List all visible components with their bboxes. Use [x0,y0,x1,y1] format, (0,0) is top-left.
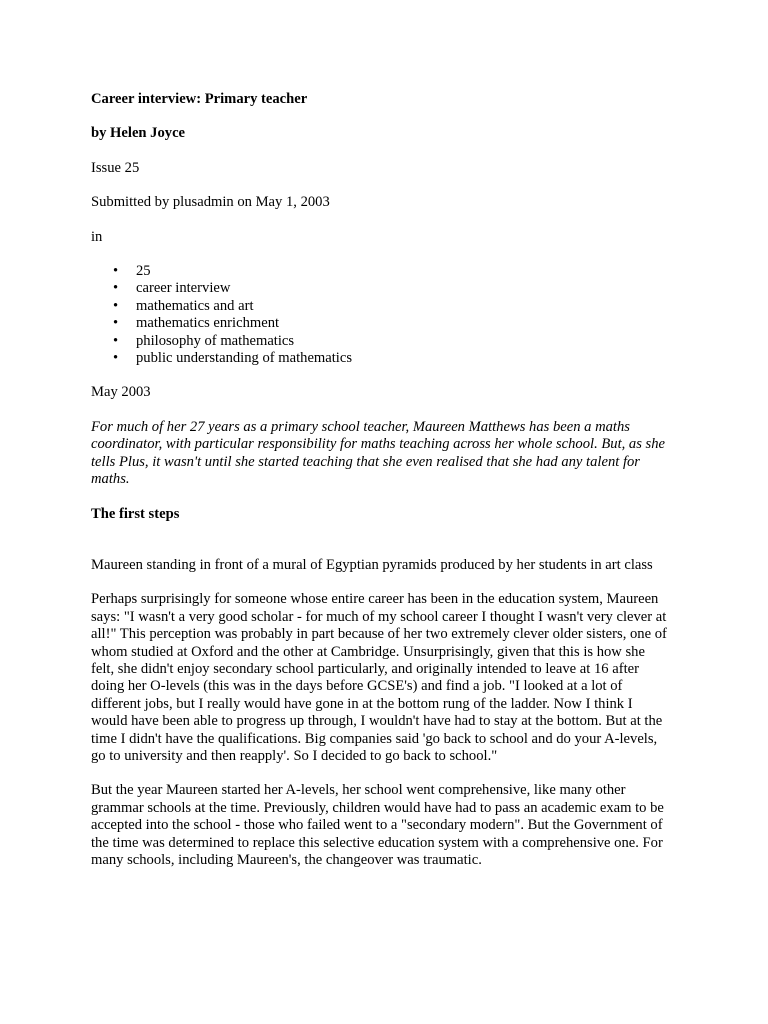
bullet-icon: • [113,297,119,314]
tag-item[interactable] [91,263,671,280]
tag-label[interactable]: career interview [136,280,231,297]
tag-list [91,263,671,367]
body-paragraph: Perhaps surprisingly for someone whose entire career has been in the education system, Maureen says: "I wasn't a very good scholar - for much of my school career I thought I wasn't very clever at all!" This perception was probably in part because of her two extremely clever older sisters, one of whom studied at Oxford and the other at Cambridge. Unsurprisingly, given that this is how she felt, she didn't enjoy secondary school particularly, and originally intended to leave at 16 after doing her O-levels (this was in the days before GCSE's) and find a job. "I looked at a lot of different jobs, but I really would have gone in at the bottom rung of the ladder. Now I think I would have been able to progress up through, I wouldn't have had to stay at the bottom. But at the time I didn't have the qualifications. Big companies said 'go back to school and do your A-levels, go to university and then reapply'. So I decided to go back to school." [91,591,667,764]
tag-label[interactable]: philosophy of mathematics [136,332,295,349]
article-standfirst: For much of her 27 years as a primary school teacher, Maureen Matthews has been a maths coordinator, with particular responsibility for maths teaching across her whole school. But, as she tells Plus, it wasn't until she started teaching that she even realised that she had any talent for maths. [91,418,666,488]
tag-item[interactable] [91,298,671,315]
image-placeholder [91,523,671,557]
bullet-icon: • [113,315,119,332]
article [91,91,671,886]
issue-label: Issue 25 [91,159,140,176]
bullet-icon: • [113,280,119,297]
tag-item[interactable] [91,350,671,367]
image-caption: Maureen standing in front of a mural of Egyptian pyramids produced by her students in art class [91,556,653,573]
article-date: May 2003 [91,384,151,401]
body-paragraph: But the year Maureen started her A-levels, her school went comprehensive, like many other grammar schools at the time. Previously, children would have had to pass an academic exam to be accepted into the school - those who failed went to a "secondary modern". But the Government of the time was determined to replace this selective education system with a comprehensive one. For many schools, including Maureen's, the changeover was traumatic. [91,782,664,868]
in-label: in [91,228,103,245]
bullet-icon: • [113,350,119,367]
tag-item[interactable] [91,315,671,332]
tag-label[interactable]: public understanding of mathematics [136,350,353,367]
tag-item[interactable] [91,333,671,350]
tag-label[interactable]: 25 [136,263,151,280]
bullet-icon: • [113,263,119,280]
tag-label[interactable]: mathematics enrichment [136,315,280,332]
article-byline: by Helen Joyce [91,125,186,142]
bullet-icon: • [113,332,119,349]
tag-item[interactable] [91,280,671,297]
section-heading: The first steps [91,505,180,522]
submitted-line: Submitted by plusadmin on May 1, 2003 [91,194,330,211]
tag-label[interactable]: mathematics and art [136,297,254,314]
article-title: Career interview: Primary teacher [91,91,308,107]
